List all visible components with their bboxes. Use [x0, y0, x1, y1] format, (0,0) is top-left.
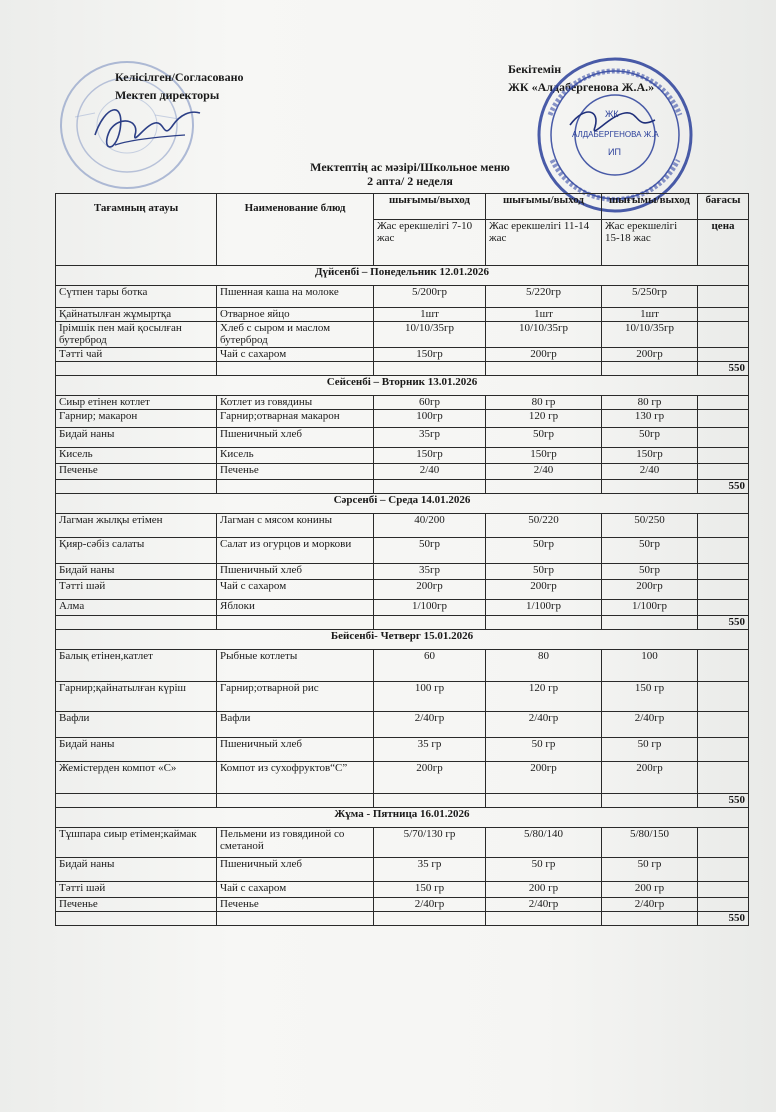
- table-row: [56, 564, 749, 580]
- price-cell: [698, 858, 749, 882]
- dish-name-ru: Пшенная каша на молоке: [217, 286, 374, 308]
- dish-name-kz: Печенье: [56, 464, 217, 480]
- day-total-row: [56, 362, 749, 376]
- empty-cell: [374, 362, 486, 376]
- table-row: [56, 712, 749, 738]
- dish-name-ru: Чай с сахаром: [217, 580, 374, 600]
- title-line2: 2 апта/ 2 неделя: [367, 174, 453, 188]
- price-cell: [698, 600, 749, 616]
- day-title: Жұма - Пятница 16.01.2026: [56, 808, 749, 828]
- portion-7-10: 150гр: [374, 448, 486, 464]
- age-group-2: Жас ерекшелігі 11-14 жас: [486, 220, 602, 266]
- table-row: [56, 858, 749, 882]
- portion-7-10: 1шт: [374, 308, 486, 322]
- price-cell: [698, 580, 749, 600]
- table-row: [56, 650, 749, 682]
- dish-name-kz: Лагман жылқы етімен: [56, 514, 217, 538]
- portion-11-14: 150гр: [486, 448, 602, 464]
- portion-15-18: 50 гр: [602, 858, 698, 882]
- dish-name-kz: Кисель: [56, 448, 217, 464]
- empty-cell: [217, 616, 374, 630]
- portion-7-10: 2/40: [374, 464, 486, 480]
- table-row: [56, 348, 749, 362]
- age-group-3: Жас ерекшелігі 15-18 жас: [602, 220, 698, 266]
- empty-cell: [56, 794, 217, 808]
- empty-cell: [56, 616, 217, 630]
- day-total-row: [56, 794, 749, 808]
- table-row: [56, 580, 749, 600]
- portion-11-14: 5/80/140: [486, 828, 602, 858]
- dish-name-kz: Сиыр етінен котлет: [56, 396, 217, 410]
- portion-7-10: 35гр: [374, 428, 486, 448]
- portion-15-18: 5/250гр: [602, 286, 698, 308]
- price-cell: [698, 650, 749, 682]
- portion-15-18: 80 гр: [602, 396, 698, 410]
- dish-name-ru: Пшеничный хлеб: [217, 428, 374, 448]
- portion-15-18: 150гр: [602, 448, 698, 464]
- price-cell: [698, 448, 749, 464]
- portion-7-10: 35 гр: [374, 858, 486, 882]
- portion-15-18: 10/10/35гр: [602, 322, 698, 348]
- portion-15-18: 50 гр: [602, 738, 698, 762]
- table-row: [56, 738, 749, 762]
- table-row: [56, 514, 749, 538]
- table-row: [56, 600, 749, 616]
- portion-7-10: 5/70/130 гр: [374, 828, 486, 858]
- dish-name-ru: Салат из огурцов и моркови: [217, 538, 374, 564]
- portion-11-14: 50гр: [486, 538, 602, 564]
- price-cell: [698, 712, 749, 738]
- portion-11-14: 2/40гр: [486, 898, 602, 912]
- company-label: ЖК «Алдабергенова Ж.А.»: [508, 80, 655, 94]
- price-cell: [698, 428, 749, 448]
- portion-7-10: 1/100гр: [374, 600, 486, 616]
- dish-name-ru: Печенье: [217, 464, 374, 480]
- dish-name-ru: Пельмени из говядиной со сметаной: [217, 828, 374, 858]
- portion-15-18: 200гр: [602, 762, 698, 794]
- portion-11-14: 50/220: [486, 514, 602, 538]
- portion-15-18: 50гр: [602, 538, 698, 564]
- title-line1: Мектептің ас мәзірі/Школьное меню: [310, 160, 510, 174]
- empty-cell: [217, 794, 374, 808]
- price-cell: [698, 308, 749, 322]
- portion-7-10: 60гр: [374, 396, 486, 410]
- dish-name-kz: Сүтпен тары ботка: [56, 286, 217, 308]
- table-row: [56, 410, 749, 428]
- empty-cell: [486, 362, 602, 376]
- portion-7-10: 35 гр: [374, 738, 486, 762]
- day-total-price: 550: [698, 362, 749, 376]
- portion-11-14: 200гр: [486, 580, 602, 600]
- empty-cell: [56, 912, 217, 926]
- dish-name-kz: Тәтті шәй: [56, 882, 217, 898]
- portion-15-18: 2/40гр: [602, 898, 698, 912]
- portion-11-14: 2/40гр: [486, 712, 602, 738]
- portion-15-18: 130 гр: [602, 410, 698, 428]
- portion-7-10: 150 гр: [374, 882, 486, 898]
- portion-11-14: 80: [486, 650, 602, 682]
- portion-15-18: 1шт: [602, 308, 698, 322]
- portion-7-10: 5/200гр: [374, 286, 486, 308]
- price-cell: [698, 762, 749, 794]
- dish-name-kz: Бидай наны: [56, 738, 217, 762]
- day-total-row: [56, 480, 749, 494]
- portion-11-14: 200гр: [486, 348, 602, 362]
- table-row: [56, 308, 749, 322]
- empty-cell: [217, 362, 374, 376]
- empty-cell: [374, 912, 486, 926]
- age-group-1: Жас ерекшелігі 7-10 жас: [374, 220, 486, 266]
- portion-15-18: 150 гр: [602, 682, 698, 712]
- portion-11-14: 200 гр: [486, 882, 602, 898]
- portion-11-14: 120 гр: [486, 682, 602, 712]
- dish-name-ru: Гарнир;отварная макарон: [217, 410, 374, 428]
- portion-11-14: 80 гр: [486, 396, 602, 410]
- col-header-price: бағасы: [698, 194, 749, 220]
- dish-name-kz: Печенье: [56, 898, 217, 912]
- portion-11-14: 50 гр: [486, 858, 602, 882]
- table-row: [56, 828, 749, 858]
- portion-11-14: 1/100гр: [486, 600, 602, 616]
- col-header-kz: Тағамның атауы: [56, 194, 217, 266]
- portion-15-18: 5/80/150: [602, 828, 698, 858]
- price-cell: [698, 682, 749, 712]
- stamp-text-ip: ИП: [608, 147, 621, 157]
- price-label: цена: [698, 220, 749, 266]
- dish-name-kz: Бидай наны: [56, 858, 217, 882]
- table-header-row: [56, 194, 749, 220]
- table-row: [56, 428, 749, 448]
- day-total-price: 550: [698, 794, 749, 808]
- dish-name-ru: Пшеничный хлеб: [217, 738, 374, 762]
- empty-cell: [217, 480, 374, 494]
- empty-cell: [602, 912, 698, 926]
- dish-name-ru: Хлеб с сыром и маслом бутерброд: [217, 322, 374, 348]
- dish-name-kz: Алма: [56, 600, 217, 616]
- dish-name-ru: Чай с сахаром: [217, 882, 374, 898]
- portion-15-18: 200гр: [602, 580, 698, 600]
- approve-label: Бекітемін: [508, 62, 562, 76]
- dish-name-kz: Балық етінен,катлет: [56, 650, 217, 682]
- price-cell: [698, 898, 749, 912]
- stamp-text-zhk: ЖК: [605, 109, 619, 119]
- day-header-row: [56, 494, 749, 514]
- portion-11-14: 120 гр: [486, 410, 602, 428]
- empty-cell: [486, 616, 602, 630]
- day-total-price: 550: [698, 912, 749, 926]
- dish-name-kz: Бидай наны: [56, 564, 217, 580]
- agreed-label: Келісілген/Согласовано: [115, 70, 244, 84]
- day-total-row: [56, 616, 749, 630]
- empty-cell: [374, 480, 486, 494]
- dish-name-ru: Кисель: [217, 448, 374, 464]
- day-title: Дүйсенбі – Понедельник 12.01.2026: [56, 266, 749, 286]
- portion-11-14: 2/40: [486, 464, 602, 480]
- dish-name-ru: Гарнир;отварной рис: [217, 682, 374, 712]
- portion-11-14: 50 гр: [486, 738, 602, 762]
- price-cell: [698, 882, 749, 898]
- dish-name-ru: Лагман с мясом конины: [217, 514, 374, 538]
- portion-7-10: 100гр: [374, 410, 486, 428]
- dish-name-kz: Бидай наны: [56, 428, 217, 448]
- portion-7-10: 200гр: [374, 762, 486, 794]
- dish-name-ru: Печенье: [217, 898, 374, 912]
- day-title: Бейсенбі- Четверг 15.01.2026: [56, 630, 749, 650]
- dish-name-ru: Котлет из говядины: [217, 396, 374, 410]
- price-cell: [698, 410, 749, 428]
- portion-11-14: 200гр: [486, 762, 602, 794]
- portion-7-10: 2/40гр: [374, 712, 486, 738]
- dish-name-ru: Яблоки: [217, 600, 374, 616]
- dish-name-ru: Вафли: [217, 712, 374, 738]
- company-stamp: [530, 55, 700, 215]
- price-cell: [698, 828, 749, 858]
- dish-name-kz: Тәтті шәй: [56, 580, 217, 600]
- dish-name-ru: Компот из сухофруктов“С”: [217, 762, 374, 794]
- price-cell: [698, 348, 749, 362]
- empty-cell: [56, 362, 217, 376]
- portion-7-10: 40/200: [374, 514, 486, 538]
- portion-7-10: 60: [374, 650, 486, 682]
- dish-name-ru: Рыбные котлеты: [217, 650, 374, 682]
- table-row: [56, 286, 749, 308]
- table-row: [56, 682, 749, 712]
- portion-7-10: 200гр: [374, 580, 486, 600]
- director-label: Мектеп директоры: [115, 88, 220, 102]
- table-row: [56, 538, 749, 564]
- price-cell: [698, 514, 749, 538]
- portion-7-10: 100 гр: [374, 682, 486, 712]
- dish-name-kz: Гарнир; макарон: [56, 410, 217, 428]
- price-cell: [698, 322, 749, 348]
- day-header-row: [56, 808, 749, 828]
- table-row: [56, 464, 749, 480]
- empty-cell: [486, 480, 602, 494]
- portion-15-18: 2/40гр: [602, 712, 698, 738]
- empty-cell: [486, 912, 602, 926]
- portion-7-10: 50гр: [374, 538, 486, 564]
- director-signature: [85, 95, 205, 165]
- portion-11-14: 50гр: [486, 428, 602, 448]
- dish-name-kz: Ірімшік пен май қосылған бутерброд: [56, 322, 217, 348]
- empty-cell: [217, 912, 374, 926]
- dish-name-kz: Тәтті чай: [56, 348, 217, 362]
- col-header-out1: шығымы/выход: [374, 194, 486, 220]
- dish-name-kz: Гарнир;қайнатылған күріш: [56, 682, 217, 712]
- portion-7-10: 150гр: [374, 348, 486, 362]
- empty-cell: [602, 362, 698, 376]
- empty-cell: [56, 480, 217, 494]
- day-total-row: [56, 912, 749, 926]
- dish-name-kz: Тұшпара сиыр етімен;каймак: [56, 828, 217, 858]
- day-total-price: 550: [698, 480, 749, 494]
- portion-15-18: 50гр: [602, 564, 698, 580]
- table-row: [56, 898, 749, 912]
- portion-15-18: 50/250: [602, 514, 698, 538]
- approval-left: [115, 70, 244, 102]
- portion-11-14: 10/10/35гр: [486, 322, 602, 348]
- empty-cell: [602, 480, 698, 494]
- table-row: [56, 882, 749, 898]
- empty-cell: [486, 794, 602, 808]
- col-header-out2: шығымы/выход: [486, 194, 602, 220]
- dish-name-kz: Қайнатылған жұмыртқа: [56, 308, 217, 322]
- portion-15-18: 50гр: [602, 428, 698, 448]
- portion-7-10: 10/10/35гр: [374, 322, 486, 348]
- day-title: Сәрсенбі – Среда 14.01.2026: [56, 494, 749, 514]
- col-header-ru: Наименование блюд: [217, 194, 374, 266]
- dish-name-kz: Вафли: [56, 712, 217, 738]
- price-cell: [698, 464, 749, 480]
- price-cell: [698, 564, 749, 580]
- table-row: [56, 448, 749, 464]
- day-header-row: [56, 630, 749, 650]
- dish-name-kz: Қияр-сәбіз салаты: [56, 538, 217, 564]
- price-cell: [698, 286, 749, 308]
- empty-cell: [602, 794, 698, 808]
- stamp-text-name: АЛДАБЕРГЕНОВА Ж.А: [572, 130, 659, 139]
- document-title: [290, 160, 530, 188]
- table-row: [56, 396, 749, 410]
- day-title: Сейсенбі – Вторник 13.01.2026: [56, 376, 749, 396]
- table-row: [56, 322, 749, 348]
- portion-11-14: 1шт: [486, 308, 602, 322]
- price-cell: [698, 738, 749, 762]
- portion-11-14: 50гр: [486, 564, 602, 580]
- day-header-row: [56, 266, 749, 286]
- day-total-price: 550: [698, 616, 749, 630]
- price-cell: [698, 396, 749, 410]
- portion-7-10: 2/40гр: [374, 898, 486, 912]
- portion-11-14: 5/220гр: [486, 286, 602, 308]
- empty-cell: [602, 616, 698, 630]
- dish-name-ru: Пшеничный хлеб: [217, 858, 374, 882]
- portion-7-10: 35гр: [374, 564, 486, 580]
- empty-cell: [374, 616, 486, 630]
- empty-cell: [374, 794, 486, 808]
- dish-name-kz: Жемістерден компот «С»: [56, 762, 217, 794]
- dish-name-ru: Чай с сахаром: [217, 348, 374, 362]
- portion-15-18: 200 гр: [602, 882, 698, 898]
- portion-15-18: 100: [602, 650, 698, 682]
- menu-table: [55, 193, 749, 926]
- table-row: [56, 762, 749, 794]
- day-header-row: [56, 376, 749, 396]
- dish-name-ru: Отварное яйцо: [217, 308, 374, 322]
- dish-name-ru: Пшеничный хлеб: [217, 564, 374, 580]
- price-cell: [698, 538, 749, 564]
- col-header-out3: шығымы/выход: [602, 194, 698, 220]
- portion-15-18: 1/100гр: [602, 600, 698, 616]
- portion-15-18: 2/40: [602, 464, 698, 480]
- portion-15-18: 200гр: [602, 348, 698, 362]
